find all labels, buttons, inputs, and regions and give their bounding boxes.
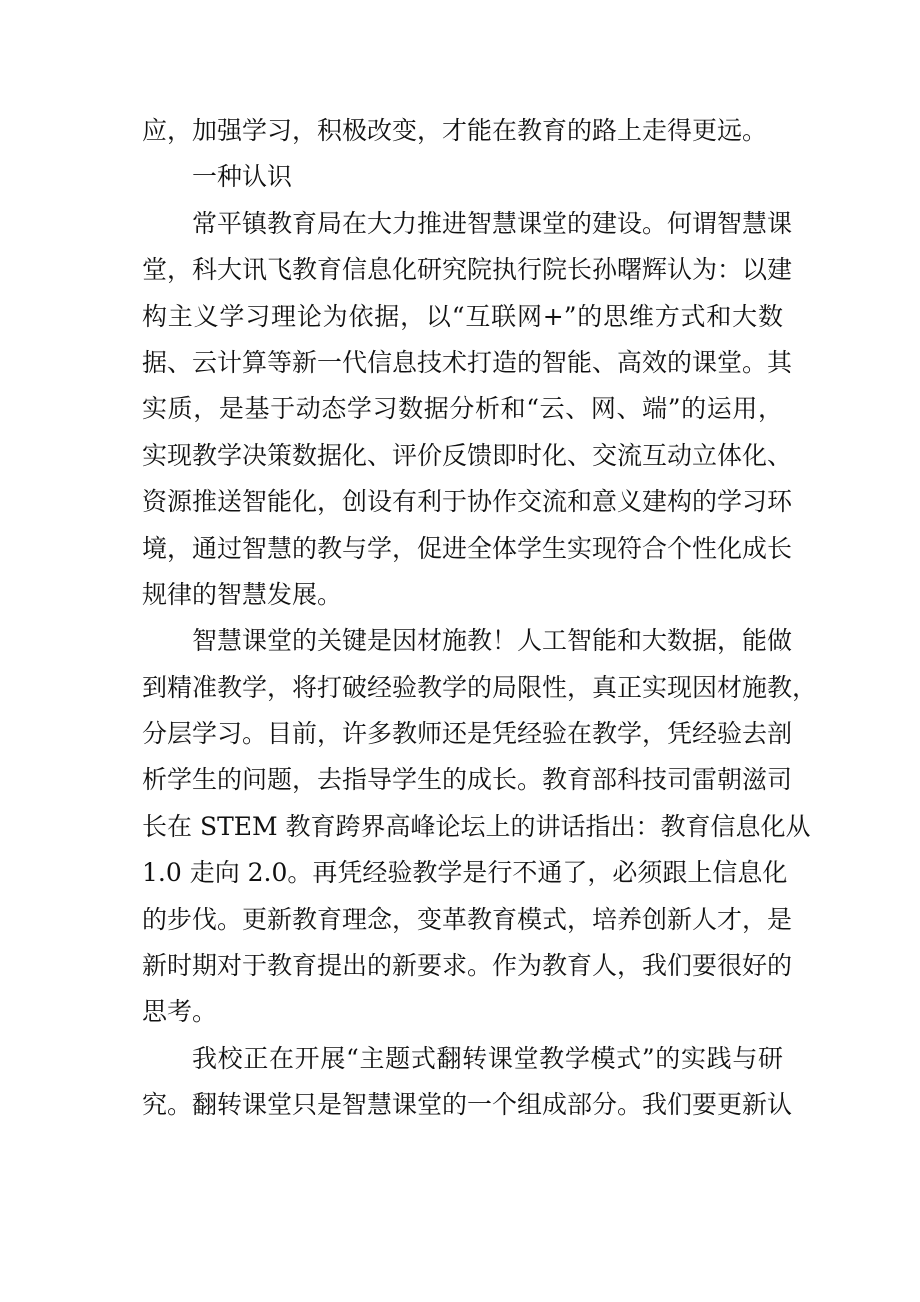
text-line: 到精准教学，将打破经验教学的局限性，真正实现因材施教， (142, 672, 818, 702)
document-body (142, 108, 818, 1129)
text-line: 资源推送智能化，创设有利于协作交流和意义建构的学习环 (142, 487, 793, 517)
text-line: 据、云计算等新一代信息技术打造的智能、高效的课堂。其 (142, 347, 793, 377)
text-line: 实现教学决策数据化、评价反馈即时化、交流互动立体化、 (142, 440, 793, 470)
text-line: 境，通过智慧的教与学，促进全体学生实现符合个性化成长 (142, 533, 793, 563)
text-line: 常平镇教育局在大力推进智慧课堂的建设。何谓智慧课 (192, 208, 793, 238)
text-line: 应，加强学习，积极改变，才能在教育的路上走得更远。 (142, 116, 768, 145)
text-line: 构主义学习理论为依据，以“互联网+”的思维方式和大数 (142, 301, 783, 331)
text-line: 实质，是基于动态学习数据分析和“云、网、端”的运用， (142, 394, 783, 424)
text-line: 析学生的问题，去指导学生的成长。教育部科技司雷朝滋司 (142, 765, 793, 795)
text-line: 分层学习。目前，许多教师还是凭经验在教学，凭经验去剖 (142, 719, 793, 749)
text-line: 1.0 走向 2.0。再凭经验教学是行不通了，必须跟上信息化 (142, 858, 788, 888)
text-line: 智慧课堂的关键是因材施教！人工智能和大数据，能做 (192, 626, 793, 656)
text-line: 一种认识 (192, 162, 293, 192)
text-line: 新时期对于教育提出的新要求。作为教育人，我们要很好的 (142, 951, 793, 981)
text-line: 的步伐。更新教育理念，变革教育模式，培养创新人才，是 (142, 904, 793, 934)
text-line: 长在 STEM 教育跨界高峰论坛上的讲话指出：教育信息化从 (142, 811, 811, 841)
text-line: 我校正在开展“主题式翻转课堂教学模式”的实践与研 (192, 1043, 783, 1073)
text-line: 究。翻转课堂只是智慧课堂的一个组成部分。我们要更新认 (142, 1090, 793, 1120)
text-line: 规律的智慧发展。 (142, 579, 343, 609)
text-line: 堂，科大讯飞教育信息化研究院执行院长孙曙辉认为：以建 (142, 255, 793, 285)
text-line: 思考。 (142, 997, 218, 1027)
